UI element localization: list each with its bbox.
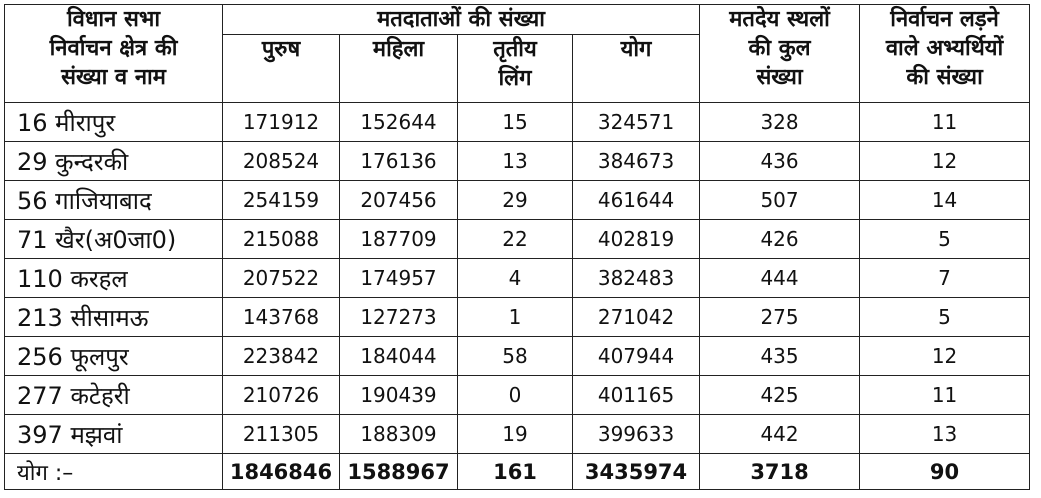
female-cell: 184044	[340, 337, 458, 376]
male-cell: 211305	[223, 415, 340, 454]
constituency-cell: 29 कुन्दरकी	[5, 142, 223, 181]
polling-stations-header: मतदेय स्थलों की कुल संख्या	[700, 5, 860, 103]
female-header: महिला	[340, 35, 458, 103]
polling-stations-cell: 328	[700, 103, 860, 142]
female-cell: 207456	[340, 181, 458, 220]
table-row	[5, 142, 1030, 181]
table-row	[5, 181, 1030, 220]
total-cell: 382483	[573, 259, 700, 298]
polling-stations-total: 3718	[700, 454, 860, 490]
female-cell: 176136	[340, 142, 458, 181]
totals-label: योग :–	[5, 454, 223, 490]
third-gender-cell: 4	[458, 259, 573, 298]
constituency-cell: 110 करहल	[5, 259, 223, 298]
constituency-cell: 397 मझवां	[5, 415, 223, 454]
male-total: 1846846	[223, 454, 340, 490]
candidates-cell: 5	[860, 220, 1030, 259]
table-row	[5, 337, 1030, 376]
male-cell: 207522	[223, 259, 340, 298]
constituency-cell: 256 फूलपुर	[5, 337, 223, 376]
male-cell: 215088	[223, 220, 340, 259]
male-header: पुरुष	[223, 35, 340, 103]
table-row	[5, 103, 1030, 142]
total-cell: 399633	[573, 415, 700, 454]
voters-table	[4, 4, 1030, 490]
candidates-cell: 13	[860, 415, 1030, 454]
male-cell: 223842	[223, 337, 340, 376]
table-row	[5, 376, 1030, 415]
male-cell: 143768	[223, 298, 340, 337]
polling-stations-cell: 435	[700, 337, 860, 376]
male-cell: 210726	[223, 376, 340, 415]
total-cell: 461644	[573, 181, 700, 220]
polling-stations-cell: 442	[700, 415, 860, 454]
candidates-cell: 14	[860, 181, 1030, 220]
third-gender-cell: 22	[458, 220, 573, 259]
third-gender-cell: 13	[458, 142, 573, 181]
total-cell: 324571	[573, 103, 700, 142]
female-total: 1588967	[340, 454, 458, 490]
polling-stations-cell: 436	[700, 142, 860, 181]
female-cell: 152644	[340, 103, 458, 142]
candidates-total: 90	[860, 454, 1030, 490]
female-cell: 127273	[340, 298, 458, 337]
total-cell: 401165	[573, 376, 700, 415]
header-row-1	[5, 5, 1030, 35]
male-cell: 208524	[223, 142, 340, 181]
female-cell: 188309	[340, 415, 458, 454]
table-row	[5, 415, 1030, 454]
third-gender-cell: 0	[458, 376, 573, 415]
third-gender-cell: 1	[458, 298, 573, 337]
total-cell: 407944	[573, 337, 700, 376]
female-cell: 174957	[340, 259, 458, 298]
candidates-cell: 12	[860, 337, 1030, 376]
candidates-cell: 7	[860, 259, 1030, 298]
polling-stations-cell: 426	[700, 220, 860, 259]
polling-stations-cell: 444	[700, 259, 860, 298]
totals-row	[5, 454, 1030, 490]
male-cell: 171912	[223, 103, 340, 142]
third-gender-cell: 15	[458, 103, 573, 142]
third-gender-cell: 29	[458, 181, 573, 220]
table-row	[5, 298, 1030, 337]
table-row	[5, 220, 1030, 259]
third-gender-header: तृतीय लिंग	[458, 35, 573, 103]
candidates-header: निर्वाचन लड़ने वाले अभ्यर्थियों की संख्या	[860, 5, 1030, 103]
constituency-cell: 16 मीरापुर	[5, 103, 223, 142]
constituency-cell: 213 सीसामऊ	[5, 298, 223, 337]
candidates-cell: 11	[860, 103, 1030, 142]
constituency-header: विधान सभा निर्वाचन क्षेत्र की संख्या व नाम	[5, 5, 223, 103]
third-gender-cell: 58	[458, 337, 573, 376]
table-row	[5, 259, 1030, 298]
candidates-cell: 5	[860, 298, 1030, 337]
polling-stations-cell: 507	[700, 181, 860, 220]
election-table-container	[4, 4, 1030, 490]
male-cell: 254159	[223, 181, 340, 220]
grand-total: 3435974	[573, 454, 700, 490]
total-header: योग	[573, 35, 700, 103]
polling-stations-cell: 275	[700, 298, 860, 337]
voters-group-header: मतदाताओं की संख्या	[223, 5, 700, 35]
constituency-cell: 56 गाजियाबाद	[5, 181, 223, 220]
total-cell: 271042	[573, 298, 700, 337]
constituency-cell: 71 खैर(अ0जा0)	[5, 220, 223, 259]
constituency-cell: 277 कटेहरी	[5, 376, 223, 415]
candidates-cell: 12	[860, 142, 1030, 181]
third-gender-total: 161	[458, 454, 573, 490]
candidates-cell: 11	[860, 376, 1030, 415]
female-cell: 187709	[340, 220, 458, 259]
total-cell: 384673	[573, 142, 700, 181]
third-gender-cell: 19	[458, 415, 573, 454]
polling-stations-cell: 425	[700, 376, 860, 415]
female-cell: 190439	[340, 376, 458, 415]
total-cell: 402819	[573, 220, 700, 259]
